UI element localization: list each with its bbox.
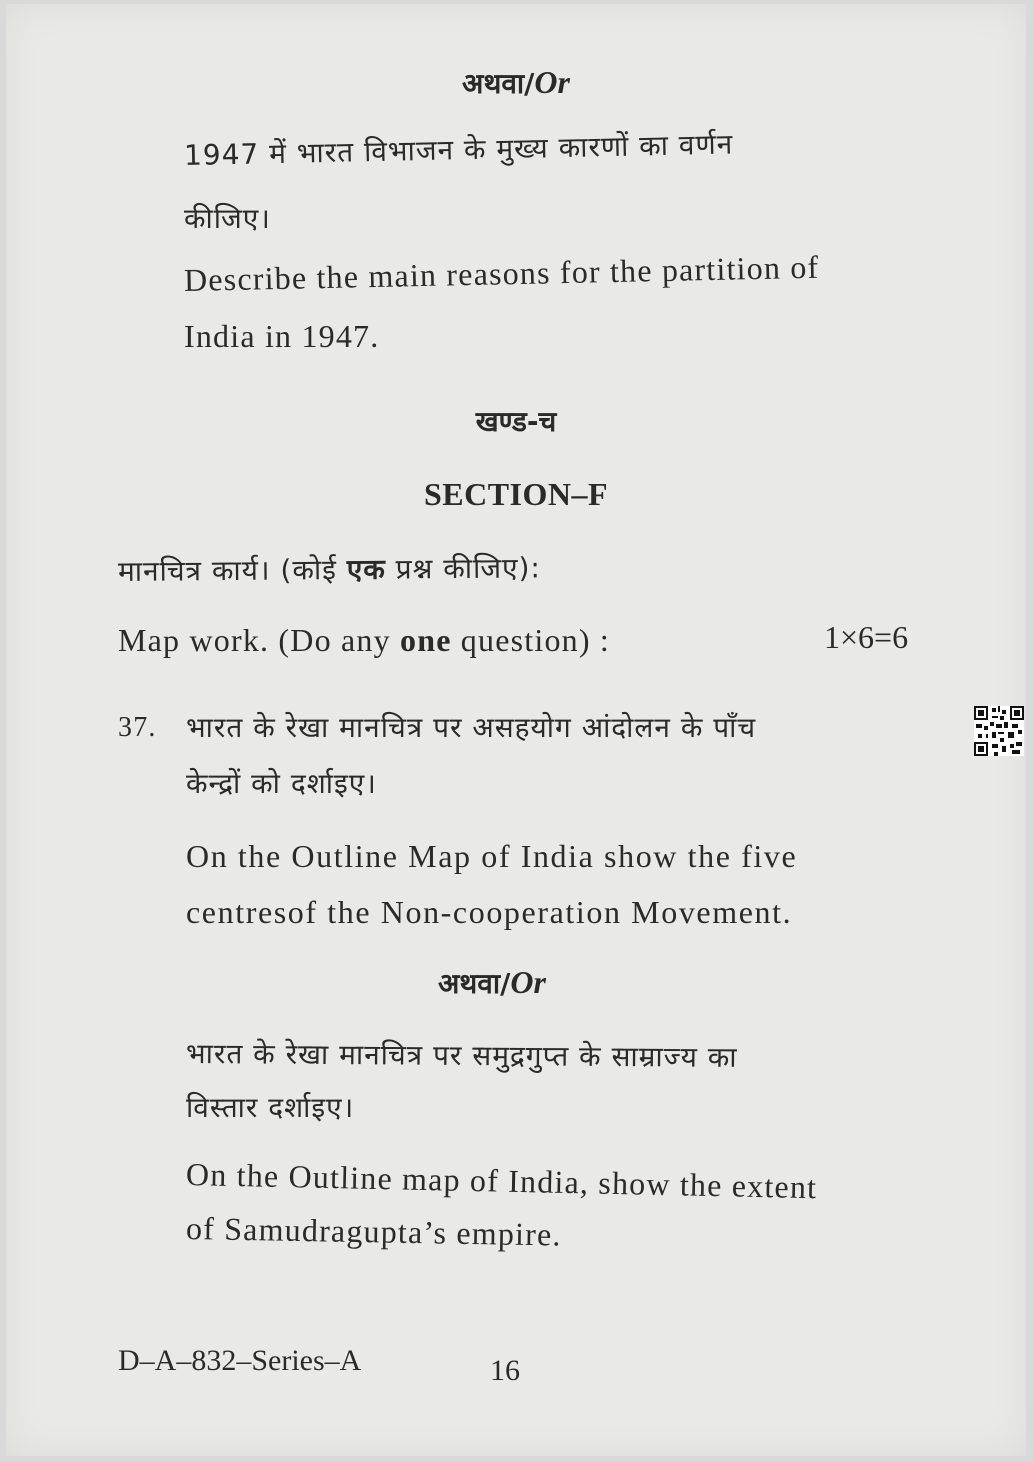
qr-code-icon (974, 706, 1024, 756)
q37-alt-hindi-line2: विस्तार दर्शाइए। (186, 1091, 355, 1124)
marks: 1×6=6 (824, 619, 909, 655)
instruction-hindi-post: प्रश्न कीजिए): (385, 551, 542, 586)
question-english-line2: India in 1947. (184, 318, 380, 354)
or-hindi: अथवा (462, 67, 525, 100)
or-separator: / (524, 67, 535, 100)
q37-hindi-line1: भारत के रेखा मानचित्र पर असहयोग आंदोलन के पाँच (186, 711, 757, 744)
instruction-english-bold: one (400, 622, 452, 658)
instruction-hindi-bold: एक (346, 552, 386, 587)
page-number: 16 (490, 1354, 520, 1387)
or-heading-top (6, 64, 1026, 102)
or-english: Or (534, 64, 570, 100)
or-separator: / (500, 967, 511, 1000)
q37-alt-english-line1: On the Outline map of India, show the extent (185, 1156, 818, 1206)
section-title-hindi: खण्ड-च (475, 405, 557, 438)
instruction-english-pre: Map work. (Do any (118, 622, 400, 658)
exam-page (6, 4, 1026, 1456)
question-number: 37. (118, 712, 157, 743)
instruction-hindi (118, 548, 541, 590)
footer-series-code: D–A–832–Series–A (118, 1344, 362, 1377)
q37-hindi-line2: केन्द्रों को दर्शाइए। (186, 767, 377, 800)
or-heading-q37 (438, 964, 546, 1002)
question-hindi-line2: कीजिए। (184, 202, 271, 235)
question-english-line1: Describe the main reasons for the partition of (183, 248, 820, 298)
q37-alt-english-line2: of Samudragupta’s empire. (185, 1210, 562, 1253)
instruction-english-post: question) : (451, 622, 610, 658)
q37-alt-hindi-line1: भारत के रेखा मानचित्र पर समुद्रगुप्त के साम्राज्य का (185, 1037, 738, 1074)
q37-english-line2: centresof the Non-cooperation Movement. (186, 894, 793, 930)
section-title-english: SECTION–F (423, 476, 609, 512)
or-english: Or (510, 964, 546, 1000)
question-hindi-line1: 1947 में भारत विभाजन के मुख्य कारणों का वर्णन (183, 127, 734, 172)
q37-english-line1: On the Outline Map of India show the five (186, 838, 798, 874)
or-hindi: अथवा (438, 967, 501, 1000)
instruction-hindi-pre: मानचित्र कार्य। (कोई (117, 553, 347, 588)
instruction-english (118, 622, 610, 659)
